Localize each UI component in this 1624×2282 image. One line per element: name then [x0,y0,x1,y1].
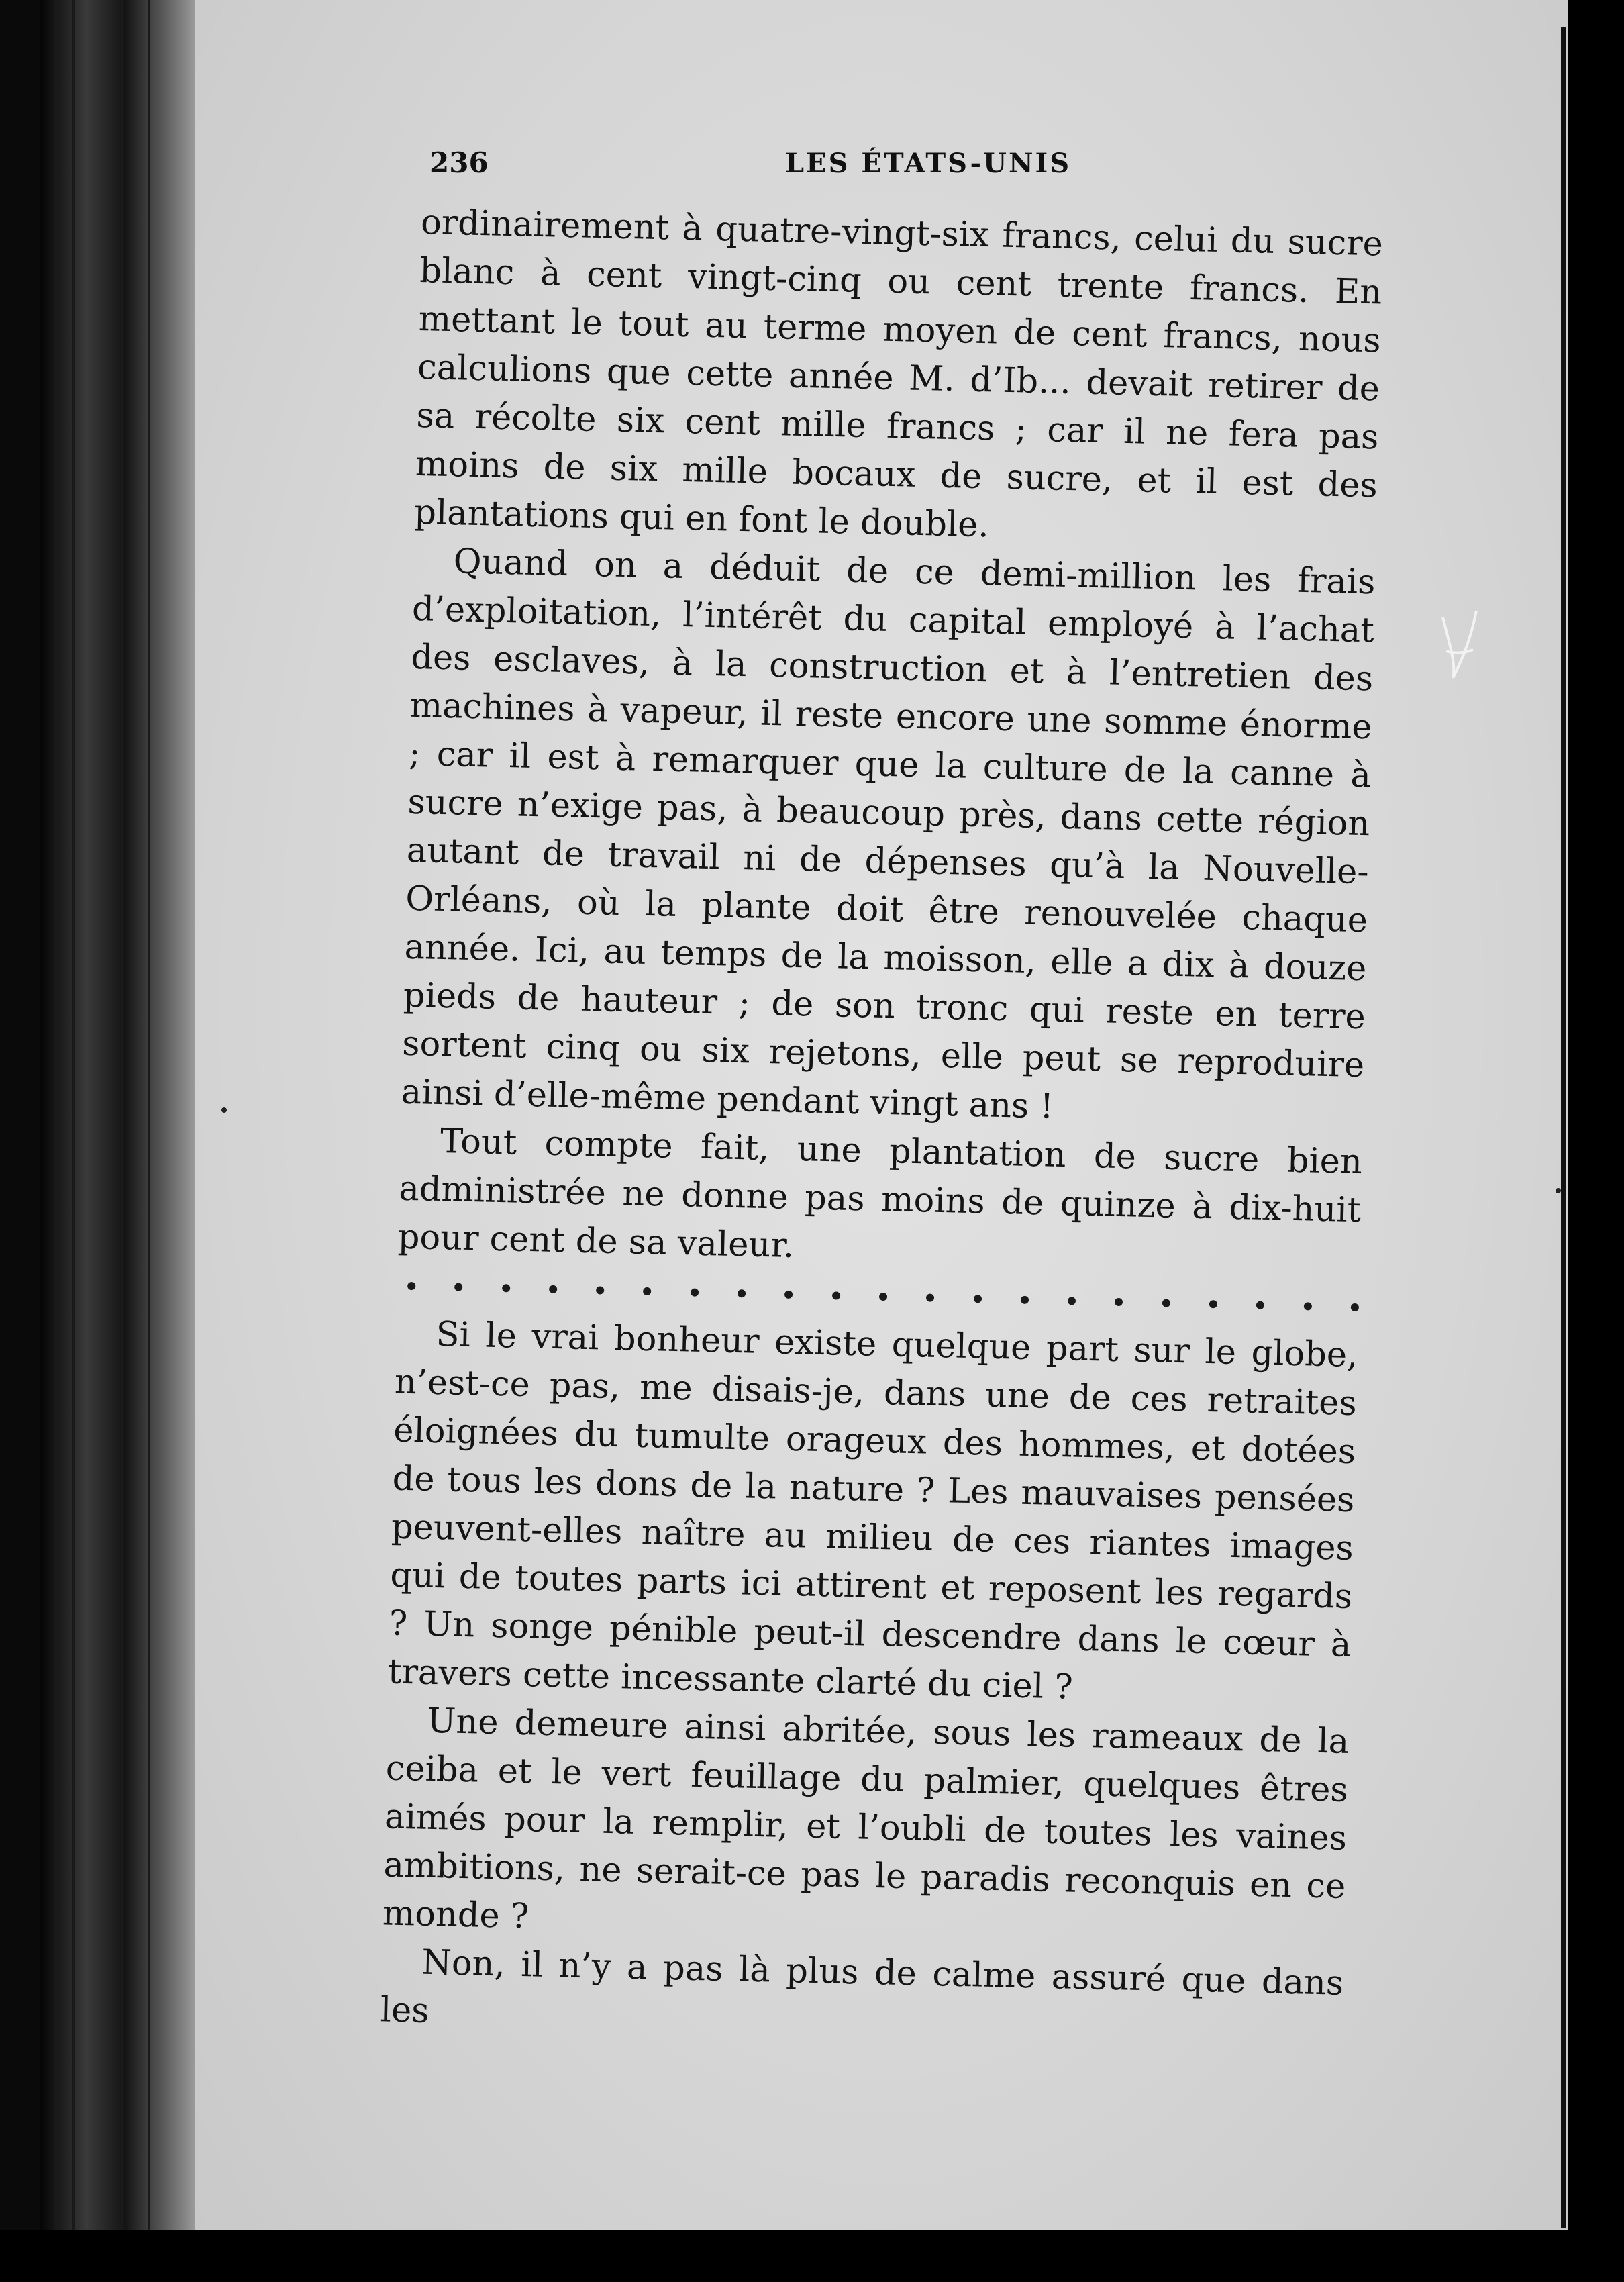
spine-line [72,0,75,2230]
spine-line [148,0,150,2230]
paragraph: ordinairement à quatre-vingt-six francs, celui du sucre blanc à cent vingt-cinq ou cent trente francs. En mettant le tout au terme moyen de cent francs, nous calculions que cette année M. d’Ib... devait retirer de sa récolte six cent mille francs ; car il ne fera pas moins de six mille bocaux de sucre, et il est des plantations qui en font le double. [413,202,1384,546]
margin-pencil-mark [1436,604,1483,685]
paragraph: Une demeure ainsi abritée, sous les rameaux de la ceiba et le vert feuillage du palmier, quelques êtres aimés pour la remplir, et l’oubli de toutes les vaines ambitions, ne serait-ce pas le paradis reconquis en ce monde ? [382,1701,1350,1937]
paragraph: Quand on a déduit de ce demi-million les frais d’exploitation, l’intérêt du capital employé à l’achat des esclaves, à la construction et à l’entretien des machines à vapeur, il reste encore une somme énorme ; car il est à remarquer que la culture de la canne à sucre n’exige pas, à beaucoup près, dans cette région autant de travail ni de dépenses qu’à la Nouvelle-Orléans, où la plante doit être renouvelée chaque année. Ici, au temps de la moisson, elle a dix à douze pieds de hauteur ; de son tronc qui reste en terre sortent cinq ou six rejetons, elle peut se reproduire ainsi d’elle-même pendant vingt ans ! [401,542,1376,1127]
paragraph: Tout compte fait, une plantation de sucre bien administrée ne donne pas moins de quinze à dix-huit pour cent de sa valeur. [397,1122,1363,1266]
spine-line [121,0,123,2230]
ink-speck [221,1107,227,1113]
page-number: 236 [429,146,489,179]
spine-line [55,0,58,2230]
ink-speck [1556,1188,1561,1193]
running-head: LES ÉTATS-UNIS [785,148,1072,179]
book-spine [40,0,195,2230]
body-text [380,199,1384,2056]
scan-border-right [1568,0,1624,2282]
scan-border-bottom [0,2230,1624,2282]
page-edge-rule [1561,27,1566,2228]
paragraph: Non, il n’y a pas là plus de calme assuré que dans les [380,1942,1344,2031]
page-header [429,146,1382,187]
paragraph: Si le vrai bonheur existe quelque part sur le globe, n’est-ce pas, me disais-je, dans une de ces retraites éloignées du tumulte orageux des hommes, et dotées de tous les dons de la nature ? Les mauvaises pensées peuvent-elles naître au milieu de ces riantes images qui de toutes parts ici attirent et reposent les regards ? Un songe pénible peut-il descendre dans le cœur à travers cette incessante clarté du ciel ? [387,1314,1358,1707]
